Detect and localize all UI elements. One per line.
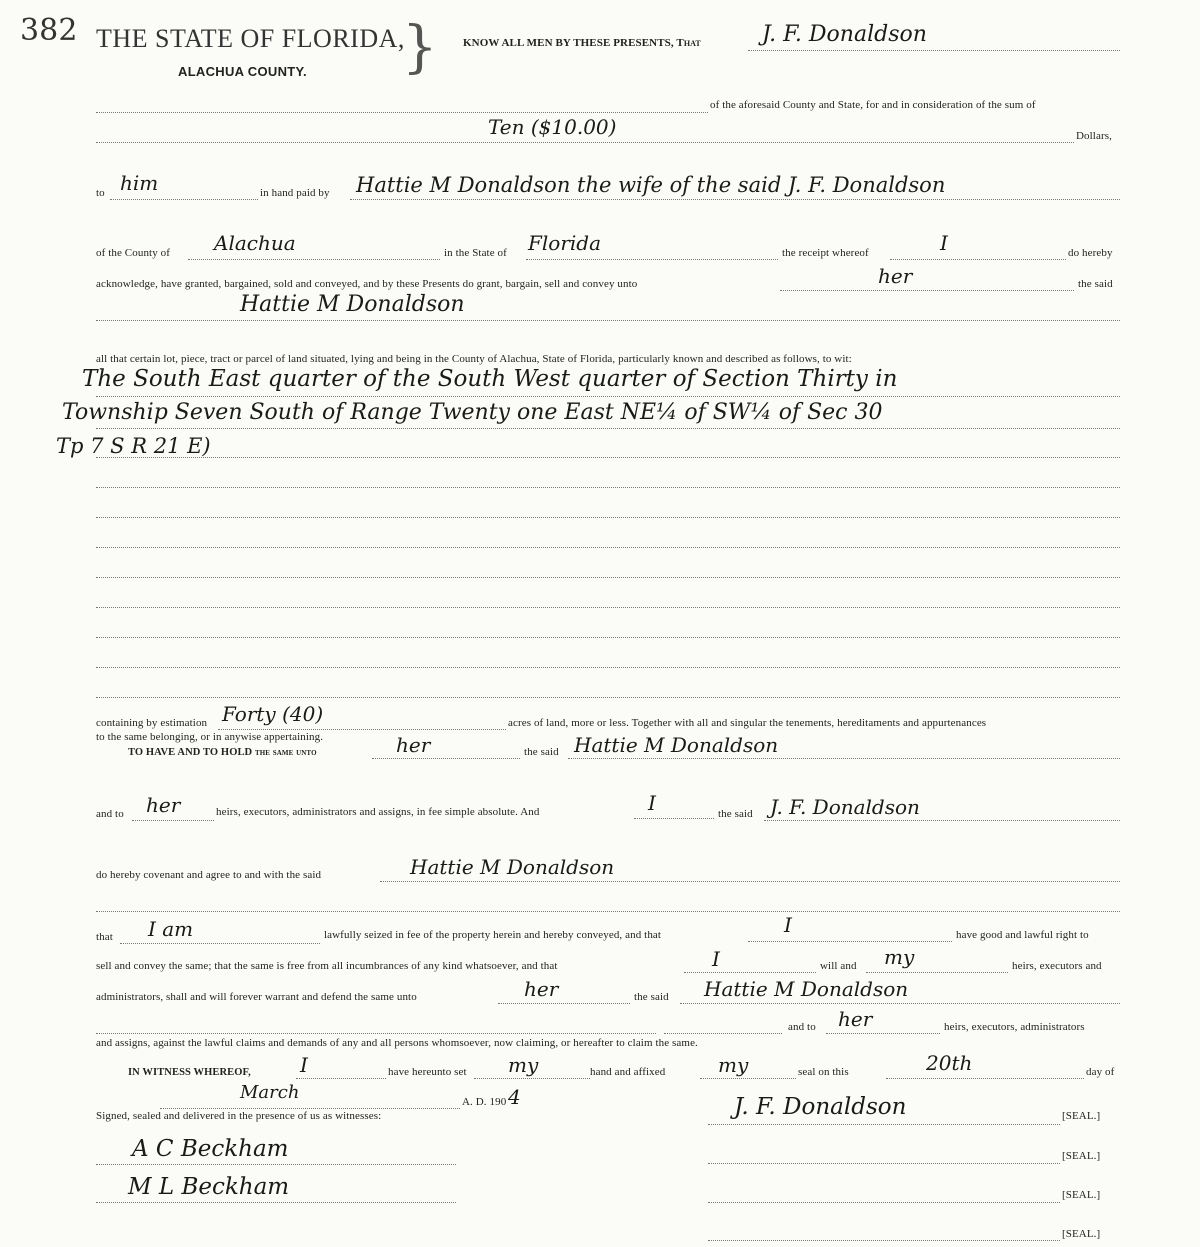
- consideration-text: of the aforesaid County and State, for and in consideration of the sum of: [710, 99, 1036, 111]
- signature-line-4: [708, 1240, 1060, 1241]
- witness-person-line: [296, 1078, 386, 1079]
- description-line-7: [96, 577, 1120, 578]
- have-hereunto-label: have hereunto set: [388, 1066, 467, 1078]
- receipt-whereof-label: the receipt whereof: [782, 247, 869, 259]
- county-line: [188, 259, 440, 260]
- signature-line-3: [708, 1202, 1060, 1203]
- that-label: that: [96, 931, 113, 943]
- grantor-signature: J. F. Donaldson: [734, 1094, 907, 1120]
- belonging-text: to the same belonging, or in anywise appertaining.: [96, 731, 324, 743]
- description-line-4: [96, 487, 1120, 488]
- in-state-of-label: in the State of: [444, 247, 507, 259]
- convey-unto-line: [780, 290, 1074, 291]
- description-line-2: [96, 428, 1120, 429]
- hand-paid-by-label: in hand paid by: [260, 187, 330, 199]
- to-whom-handwritten: him: [120, 171, 159, 195]
- payer-handwritten: Hattie M Donaldson the wife of the said J. F. Donaldson: [356, 173, 946, 197]
- hand-affixed-label: hand and affixed: [590, 1066, 666, 1078]
- will-person-handwritten: I: [712, 947, 720, 971]
- description-line-11: [96, 697, 1120, 698]
- state-line: [526, 259, 778, 260]
- and-to-label: and to: [96, 808, 124, 820]
- covenant-grantee-line: [380, 881, 1120, 882]
- receipt-person-handwritten: I: [940, 231, 948, 255]
- heirs-fee-simple-text: heirs, executors, administrators and assigns, in fee simple absolute. And: [216, 806, 540, 818]
- will-and-label: will and: [820, 960, 857, 972]
- day-handwritten: 20th: [926, 1051, 973, 1075]
- grantor-continued-line: [96, 112, 708, 113]
- hand-pronoun-handwritten: my: [508, 1053, 539, 1077]
- know-all-men-text: KNOW ALL MEN BY THESE PRESENTS, That: [463, 37, 701, 49]
- heirs-person-handwritten: her: [146, 793, 181, 817]
- receipt-person-line: [890, 259, 1066, 260]
- and-person-handwritten: I: [648, 791, 656, 815]
- hold-grantee-line: [568, 758, 1120, 759]
- description-line-5: [96, 517, 1120, 518]
- description-line-9: [96, 637, 1120, 638]
- to-have-and-hold-label: TO HAVE AND TO HOLD the same unto: [128, 747, 317, 758]
- seized-person-line: [120, 943, 320, 944]
- state-handwritten: Florida: [528, 231, 601, 255]
- month-handwritten: March: [240, 1082, 300, 1103]
- description-line-6: [96, 547, 1120, 548]
- county-handwritten: Alachua: [214, 231, 296, 255]
- convey-unto-handwritten: her: [878, 264, 913, 288]
- signed-sealed-text: Signed, sealed and delivered in the presence of us as witnesses:: [96, 1110, 382, 1122]
- hold-grantee-handwritten: Hattie M Donaldson: [574, 733, 779, 757]
- defend-grantee-line: [680, 1003, 1120, 1004]
- day-of-label: day of: [1086, 1066, 1115, 1078]
- right-person-line: [748, 941, 952, 942]
- witness-line-1: [96, 1164, 456, 1165]
- description-line-8: [96, 607, 1120, 608]
- heirs-person-2-line: [826, 1033, 940, 1034]
- hold-unto-handwritten: her: [396, 733, 431, 757]
- grantee-line: [96, 320, 1120, 321]
- do-hereby-label: do hereby: [1068, 247, 1113, 259]
- will-person-line: [684, 972, 816, 973]
- hold-unto-line: [372, 758, 520, 759]
- seal-label-4: [SEAL.]: [1062, 1228, 1101, 1240]
- page-number: 382: [20, 13, 78, 48]
- right-person-handwritten: I: [784, 913, 792, 937]
- acknowledge-text: acknowledge, have granted, bargained, sold and conveyed, and by these Presents do grant, bargain, sell and convey unto: [96, 278, 638, 290]
- seal-on-this-label: seal on this: [798, 1066, 849, 1078]
- land-description-intro: all that certain lot, piece, tract or parcel of land situated, lying and being in the County of Alachua, State of Florida, particularly known and described as follows, to wit:: [96, 353, 852, 365]
- heirs-person-line: [132, 820, 214, 821]
- and-to-label-2: and to: [788, 1021, 816, 1033]
- description-line-3: [96, 457, 1120, 458]
- year-digit-handwritten: 4: [508, 1085, 521, 1109]
- grantor-handwritten: J. F. Donaldson: [762, 22, 927, 47]
- county-heading: ALACHUA COUNTY.: [178, 64, 307, 79]
- seal-pronoun-line: [700, 1078, 796, 1079]
- acres-handwritten: Forty (40): [222, 702, 324, 726]
- legal-description-line-3: Tp 7 S R 21 E): [56, 434, 211, 458]
- acres-text: acres of land, more or less. Together with all and singular the tenements, hereditaments and appurtenances: [508, 717, 987, 729]
- assigns-text: and assigns, against the lawful claims and demands of any and all persons whomsoever, now claiming, or hereafter to claim the same.: [96, 1037, 698, 1049]
- blank-line-a: [96, 1033, 656, 1034]
- the-said-label: the said: [1078, 278, 1113, 290]
- dollars-label: Dollars,: [1076, 130, 1112, 142]
- signature-line-1: [708, 1124, 1060, 1125]
- will-heirs-handwritten: my: [884, 945, 915, 969]
- defend-unto-handwritten: her: [524, 977, 559, 1001]
- grantor-line: [748, 50, 1120, 51]
- said-label-2: the said: [718, 808, 753, 820]
- signature-line-2: [708, 1163, 1060, 1164]
- amount-line: [96, 142, 1074, 143]
- defend-unto-line: [498, 1003, 630, 1004]
- month-line: [160, 1108, 460, 1109]
- in-witness-label: IN WITNESS WHEREOF,: [128, 1067, 251, 1078]
- administrators-text: administrators, shall and will forever warrant and defend the same unto: [96, 991, 417, 1003]
- legal-description-line-1: The South East quarter of the South West quarter of Section Thirty in: [82, 366, 898, 392]
- seal-label-1: [SEAL.]: [1062, 1110, 1101, 1122]
- covenant-grantee-handwritten: Hattie M Donaldson: [410, 855, 615, 879]
- payer-line: [350, 199, 1120, 200]
- grantee-handwritten: Hattie M Donaldson: [240, 292, 465, 317]
- good-right-text: have good and lawful right to: [956, 929, 1089, 941]
- state-heading: THE STATE OF FLORIDA,: [96, 24, 405, 53]
- heirs-exec-2-label: heirs, executors, administrators: [944, 1021, 1085, 1033]
- seized-text: lawfully seized in fee of the property herein and hereby conveyed, and that: [324, 929, 662, 941]
- covenant-grantor-line: [764, 820, 1120, 821]
- will-heirs-line: [866, 972, 1008, 973]
- header-brace-icon: }: [402, 15, 438, 80]
- heirs-exec-label: heirs, executors and: [1012, 960, 1102, 972]
- to-label: to: [96, 187, 105, 199]
- amount-handwritten: Ten ($10.00): [488, 115, 617, 139]
- heirs-person-2-handwritten: her: [838, 1007, 873, 1031]
- seal-pronoun-handwritten: my: [718, 1053, 749, 1077]
- legal-description-line-2: Township Seven South of Range Twenty one East NE¼ of SW¼ of Sec 30: [62, 400, 883, 425]
- covenant-blank-line: [96, 911, 1120, 912]
- blank-line-b: [664, 1033, 782, 1034]
- description-line-10: [96, 667, 1120, 668]
- witness-line-2: [96, 1202, 456, 1203]
- seal-label-3: [SEAL.]: [1062, 1189, 1101, 1201]
- to-whom-line: [110, 199, 258, 200]
- seal-label-2: [SEAL.]: [1062, 1150, 1101, 1162]
- witness-2-signature: M L Beckham: [128, 1174, 290, 1200]
- county-of-label: of the County of: [96, 247, 171, 259]
- defend-grantee-handwritten: Hattie M Donaldson: [704, 977, 909, 1001]
- said-label-1: the said: [524, 746, 559, 758]
- hand-pronoun-line: [474, 1078, 590, 1079]
- witness-1-signature: A C Beckham: [132, 1136, 289, 1162]
- day-line: [886, 1078, 1084, 1079]
- said-label-3: the said: [634, 991, 669, 1003]
- description-line-1: [96, 396, 1120, 397]
- containing-label: containing by estimation: [96, 717, 208, 729]
- ad-year-label: A. D. 190: [462, 1096, 507, 1108]
- seized-person-handwritten: I am: [148, 917, 194, 941]
- acres-line: [218, 729, 506, 730]
- and-person-line: [634, 818, 714, 819]
- covenant-grantor-handwritten: J. F. Donaldson: [770, 795, 920, 819]
- covenant-text: do hereby covenant and agree to and with the said: [96, 869, 322, 881]
- witness-person-handwritten: I: [300, 1053, 308, 1077]
- sell-convey-text: sell and convey the same; that the same is free from all incumbrances of any kind whatsoever, and that: [96, 960, 558, 972]
